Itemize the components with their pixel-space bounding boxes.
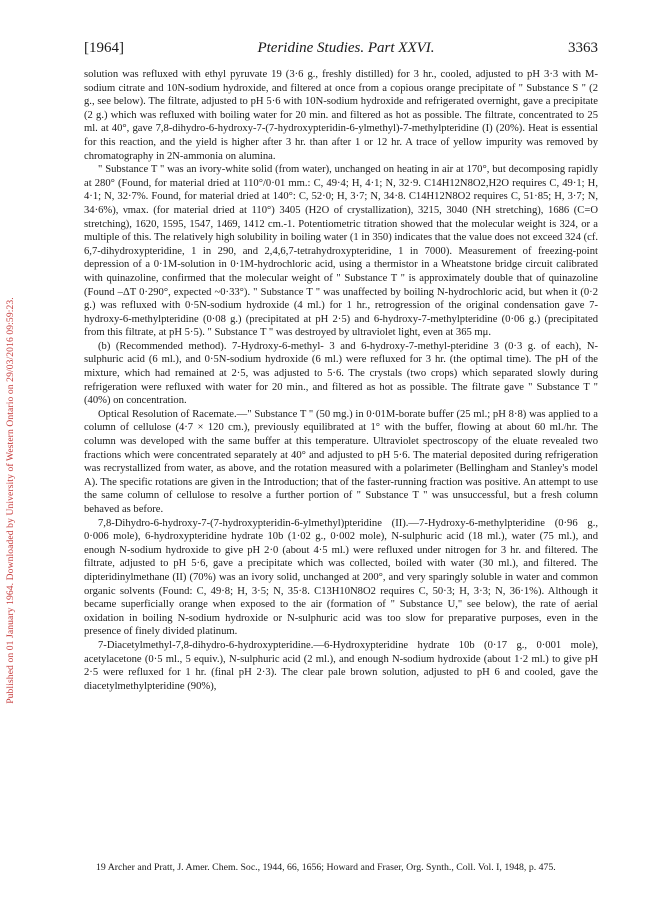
paragraph-1: solution was refluxed with ethyl pyruvate 19 (3·6 g., freshly distilled) for 3 hr., cooled, adjusted to pH 3·3 with M-sodium citrate and 10N-sodium hydroxide, and filtered at once from a copious orange precipitate of " Substance S " (2 g., see below). The filtrate, adjusted to pH 5·6 with 10N-sodium hydroxide and refrigerated overnight, gave a precipitate (2 g.) which was refluxed with boiling water for 20 min. and filtered as hot as possible. The filtrate, concentrated to 25 ml. at 40°, gave 7,8-dihydro-6-hydroxy-7-(7-hydroxypteridin-6-ylmethyl)-7-methylpteridine (I) (20%). Heat is essential for this reaction, and the yield is higher after 3 hr. than after 1 or 12 hr. A trace of yellow impurity was removed by chromatography in 2N-ammonia on alumina. [84,69,598,162]
header-title: Pteridine Studies. Part XXVI. [257,40,435,56]
footnote [84,862,598,875]
running-header [84,40,598,58]
paragraph-2: " Substance T " was an ivory-white solid (from water), unchanged on heating in air at 170°, but decomposing rapidly at 280° (Found, for material dried at 110°/0·01 mm.: C, 49·4; H, 4·1; N, 32·9. C14H12N8O2,H2O requires C, 49·1; H, 4·1; N, 32·7%. Found, for material dried at 140°: C, 52·0; H, 3·7; N, 34·8. C14H12N8O2 requires C, 51·85; H, 3·7; N, 34·6%), νmax. (for material dried at 110°) 3405 (H2O of crystallization), 3215, 3040 (NH stretching), 1686 (C=O stretching), 1620, 1595, 1547, 1469, 1412 cm.-1. Potentiometric titration showed that the molecular weight is 324, or a multiple of this. The relatively high solubility in boiling water (1 in 350) indicates that the value does not exceed 324 (cf. 6,7-dihydroxypteridine, 1 in 290, and 2,4,6,7-tetrahydroxypteridine, 1 in 7000). Measurement of freezing-point depression of a 0·1M-solution in 0·1M-hydrochloric acid, using a thermistor in a Wheatstone bridge circuit calibrated with quinazoline, confirmed that the molecular weight of " Substance T " is approximately double that of quinazoline (Found –ΔT 0·290°, expected ~0·33°). " Substance T " was unaffected by boiling N-hydrochloric acid, but when it (0·2 g.) was refluxed with 0·5N-sodium hydroxide (4 ml.) for 1 hr., retrogression of the original condensation gave 7-hydroxy-6-methylpteridine (0·08 g.) (precipitated at pH 2·5) and 6-hydroxy-7-methylpteridine (0·06 g.) (precipitated from this filtrate, at pH 5·5). " Substance T " was destroyed by ultraviolet light, even at 365 mμ. [84,164,598,339]
download-watermark-text: Published on 01 January 1964. Downloaded by University of Western Ontario on 29/03/2016 09:59:23. [4,296,16,704]
header-year: [1964] [84,40,124,56]
paragraph-6: 7-Diacetylmethyl-7,8-dihydro-6-hydroxypteridine.—6-Hydroxypteridine hydrate 10b (0·17 g., 0·001 mole), acetylacetone (0·5 ml., 5 equiv.), N-sulphuric acid (2 ml.), and enough N-sodium hydroxide (about 1·2 ml.) to give pH 2·5 were refluxed for 1 hr. (final pH 2·3). The clear pale brown solution, adjusted to pH 6 and cooled, gave the diacetylmethylpteridine (90%), [84,639,598,692]
paragraph-5: 7,8-Dihydro-6-hydroxy-7-(7-hydroxypteridin-6-ylmethyl)pteridine (II).—7-Hydroxy-6-methylpteridine (0·96 g., 0·006 mole), 6-hydroxypteridine hydrate 10b (1·02 g., 0·002 mole), N-sulphuric acid (18 ml.), water (75 ml.), and enough N-sodium hydroxide to give pH 2·0 (about 4·5 ml.) were refluxed under nitrogen for 3 hr. and filtered. The filtrate, adjusted to pH 5·6, gave a precipitate which was collected, boiled with water (30 ml.), and filtered. The dipteridinylmethane (II) (70%) was an ivory solid, unchanged at 200°, and very sparingly soluble in water and common organic solvents (Found: C, 49·8; H, 3·5; N, 35·8. C13H10N8O2 requires C, 50·3; H, 3·3; N, 36·1%). Although it became superficially orange when exposed to the air (formation of " Substance U," see below), the rate of aerial oxidation in boiling N-sodium hydroxide or N-sulphuric acid was too slow for preparative purposes, even in the presence of finely divided platinum. [84,517,598,638]
download-watermark [2,150,18,850]
paragraph-3: (b) (Recommended method). 7-Hydroxy-6-methyl- 3 and 6-hydroxy-7-methyl-pteridine 3 (0·3 g. of each), N-sulphuric acid (6 ml.), and 0·5N-sodium hydroxide (6 ml.) were refluxed for 3 hr. (the optimal time). The pH of the mixture, which had remained at 2·5, was adjusted to 5·6. The crystals (two crops) which separated slowly during refrigeration were refluxed with water for 20 min., and filtered as hot as possible. The filtrate gave " Substance T " (40%) on concentration. [84,340,598,407]
page-number: 3363 [568,40,598,56]
footnote-text: 19 Archer and Pratt, J. Amer. Chem. Soc., 1944, 66, 1656; Howard and Fraser, Org. Synth., Coll. Vol. I, 1948, p. 475. [96,862,556,873]
body-text [84,68,598,693]
paragraph-4: Optical Resolution of Racemate.—" Substance T " (50 mg.) in 0·01M-borate buffer (25 ml.; pH 8·8) was applied to a column of cellulose (4·7 × 120 cm.), previously equilibrated at 1° with the buffer, flowing at about 60 ml./hr. The column was developed with the same buffer at this temperature. Ultraviolet spectroscopy of the eluate revealed two fractions which were concentrated separately at 40° and adjusted to pH 5·6. The material deposited during refrigeration was recrystallized from water, as above, and the rotation measured with a polarimeter (Bellingham and Stanley's model A). The specific rotations are given in the Introduction; that of the faster-running fraction was positive. An attempt to use the same column of cellulose to resolve a further portion of " Substance T " was unsuccessful, but a fresh column behaved as before. [84,408,598,515]
